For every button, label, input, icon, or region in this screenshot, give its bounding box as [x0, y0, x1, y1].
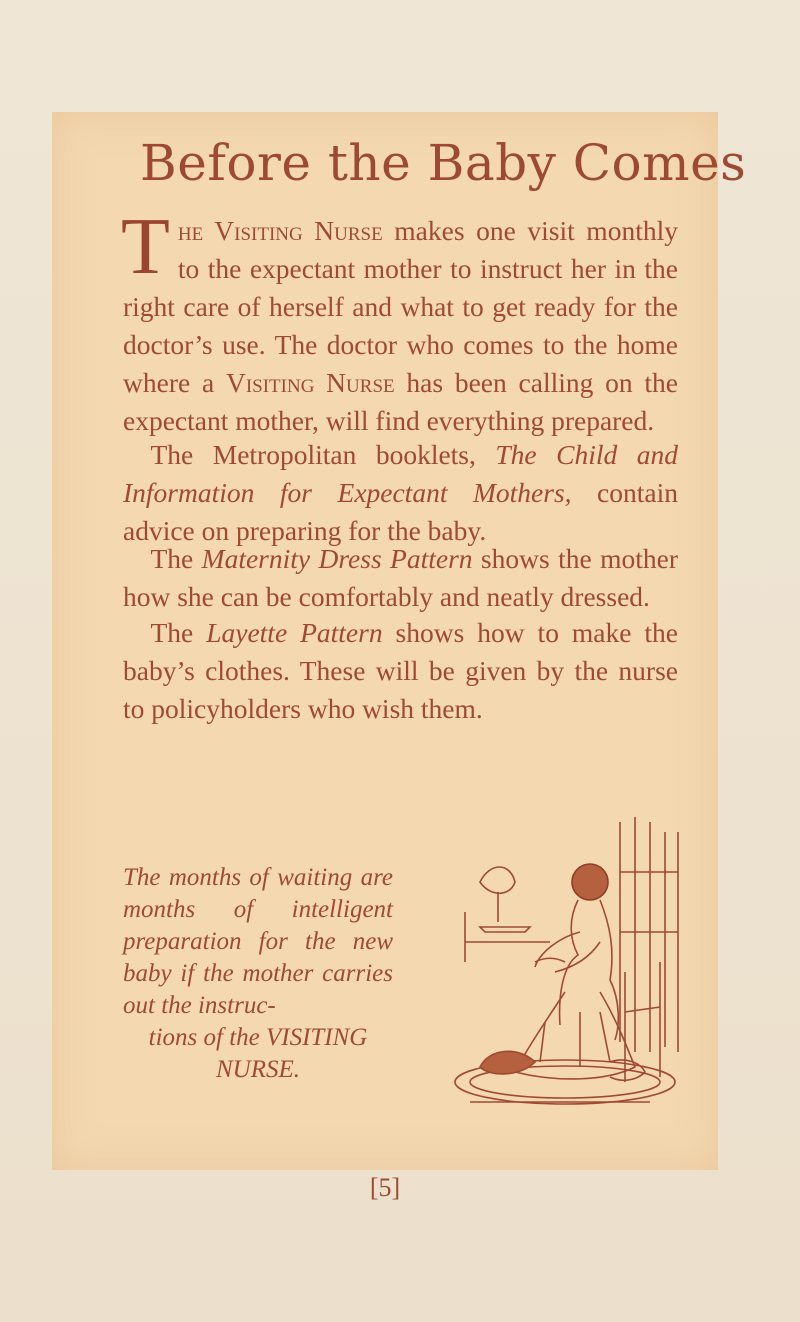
page-title: Before the Baby Comes [140, 134, 747, 192]
paragraph2-text-a: The Metropolitan booklets, [150, 439, 496, 470]
paragraph-visiting-nurse [121, 203, 679, 440]
paragraph-maternity-dress [123, 540, 678, 616]
paragraph2-italic: The Child and Information for Expectant Mothers, [123, 439, 679, 508]
paragraph1-smallcaps-b: Visiting Nurse [225, 367, 395, 398]
drop-cap: T [121, 203, 170, 291]
paragraph-layette [123, 614, 678, 728]
paragraph3-text-a: The [150, 543, 202, 574]
paragraph3-text-b: shows the mother how she can be comfortably and neatly dressed. [123, 543, 678, 612]
paragraph3-italic: Maternity Dress Pattern [201, 543, 473, 574]
paragraph4-text-a: The [150, 617, 207, 648]
page-number: [5] [369, 1173, 401, 1202]
paragraph4-text-b: shows how to make the baby’s clothes. These will be given by the nurse to policyholders who wish them. [123, 617, 678, 724]
paragraph1-smallcaps-a: he Visiting Nurse [177, 215, 383, 246]
paragraph-booklets [123, 436, 678, 550]
paragraph4-italic: Layette Pattern [206, 617, 383, 648]
paragraph1-text-b: has been calling on the expectant mother, will find everything prepared. [123, 367, 679, 436]
caption-line-b: tions of the VISITING NURSE. [148, 1024, 368, 1083]
mother-sewing-illustration [450, 812, 695, 1112]
caption-line-a: The months of waiting are months of intelligent preparation for the new baby if the mother carries out the instruc- [123, 864, 393, 1019]
paragraph2-text-b: contain advice on preparing for the baby. [123, 477, 678, 546]
paragraph1-text-a: makes one visit monthly to the expectant mother to instruct her in the right care of herself and what to get ready for the doctor’s use. The doctor who comes to the home where a [123, 215, 678, 398]
illustration-caption [123, 862, 393, 1086]
